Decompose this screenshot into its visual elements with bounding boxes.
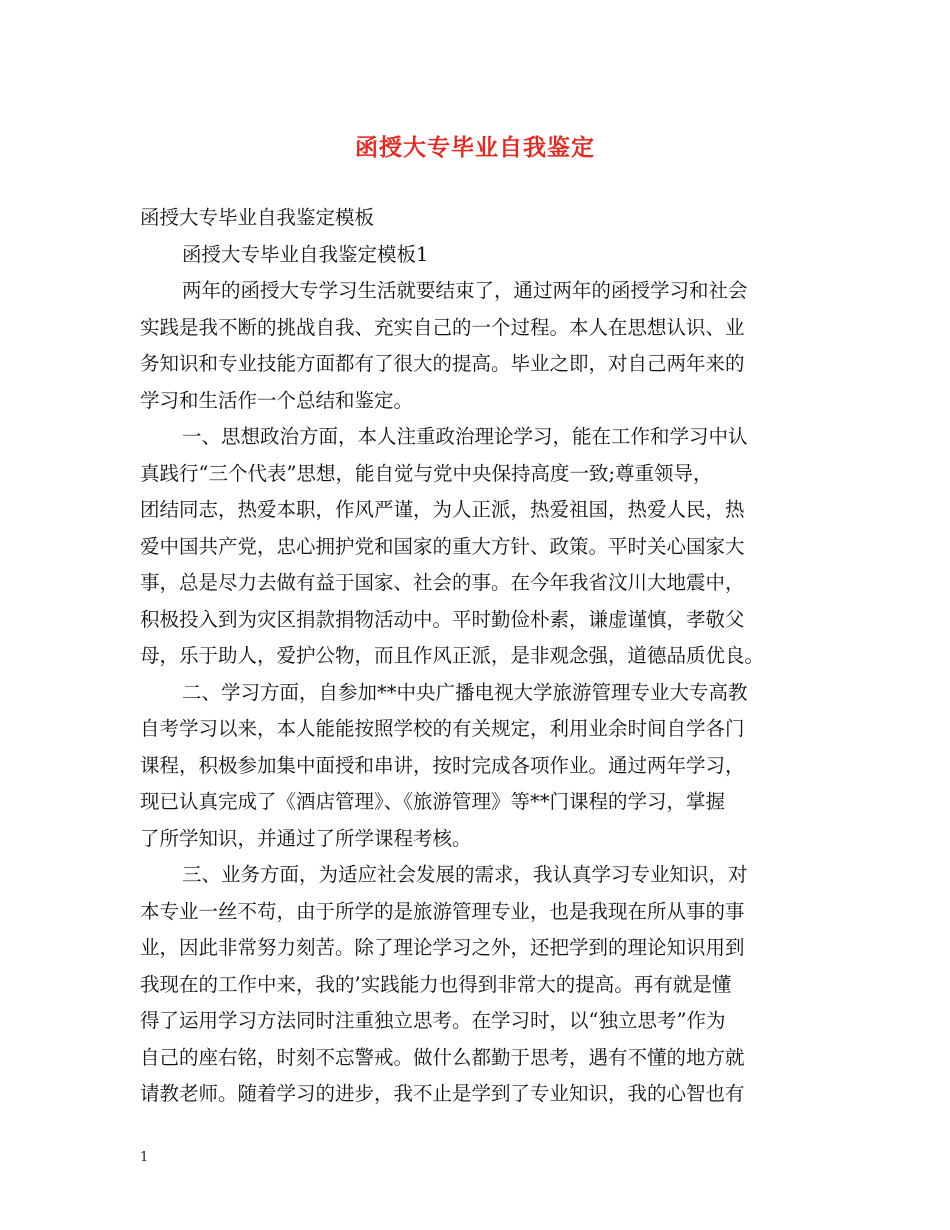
body-line: 请教老师。随着学习的进步，我不止是学到了专业知识，我的心智也有 — [140, 1082, 745, 1105]
body-line: 函授大专毕业自我鉴定模板 — [140, 206, 375, 229]
body-line: 业，因此非常努力刻苦。除了理论学习之外，还把学到的理论知识用到 — [140, 936, 745, 959]
body-line: 二、学习方面，自参加**中央广播电视大学旅游管理专业大专高教 — [182, 680, 748, 704]
page-number: 1 — [140, 1150, 149, 1165]
body-line: 自考学习以来，本人能能按照学校的有关规定，利用业余时间自学各门 — [140, 717, 745, 740]
body-line: 三、业务方面，为适应社会发展的需求，我认真学习专业知识，对 — [182, 863, 748, 886]
body-line: 事，总是尽力去做有益于国家、社会的事。在今年我省汶川大地震中， — [140, 571, 745, 594]
body-line: 一、思想政治方面，本人注重政治理论学习，能在工作和学习中认 — [182, 425, 748, 448]
document-body — [140, 200, 816, 1113]
body-line: 自己的座右铭，时刻不忘警戒。做什么都勤于思考，遇有不懂的地方就 — [140, 1045, 745, 1069]
body-line: 本专业一丝不苟，由于所学的是旅游管理专业，也是我现在所从事的事 — [140, 899, 745, 923]
body-line: 实践是我不断的挑战自我、充实自己的一个过程。本人在思想认识、业 — [140, 315, 745, 339]
body-line: 积极投入到为灾区捐款捐物活动中。平时勤俭朴素，谦虚谨慎，孝敬父 — [140, 607, 745, 631]
body-line: 爱中国共产党，忠心拥护党和国家的重大方针、政策。平时关心国家大 — [140, 534, 745, 558]
body-line: 学习和生活作一个总结和鉴定。 — [140, 388, 414, 412]
body-line: 我现在的工作中来，我的’实践能力也得到非常大的提高。再有就是懂 — [140, 972, 732, 996]
body-line: 现已认真完成了《酒店管理》、《旅游管理》等**门课程的学习，掌握 — [140, 790, 726, 813]
body-line: 两年的函授大专学习生活就要结束了，通过两年的函授学习和社会 — [182, 279, 748, 302]
body-line: 课程，积极参加集中面授和串讲，按时完成各项作业。通过两年学习， — [140, 753, 745, 777]
document-title: 函授大专毕业自我鉴定 — [355, 134, 595, 161]
body-line: 团结同志，热爱本职，作风严谨，为人正派，热爱祖国，热爱人民，热 — [140, 498, 745, 521]
body-line: 务知识和专业技能方面都有了很大的提高。毕业之即，对自己两年来的 — [140, 352, 745, 375]
body-line: 了所学知识，并通过了所学课程考核。 — [140, 826, 472, 850]
body-line: 得了运用学习方法同时注重独立思考。在学习时，以“独立思考”作为 — [140, 1009, 726, 1032]
body-line: 母，乐于助人，爱护公物，而且作风正派，是非观念强，道德品质优良。 — [140, 644, 765, 667]
body-line: 函授大专毕业自我鉴定模板1 — [182, 242, 429, 266]
body-line: 真践行“三个代表”思想，能自觉与党中央保持高度一致;尊重领导， — [140, 461, 713, 485]
